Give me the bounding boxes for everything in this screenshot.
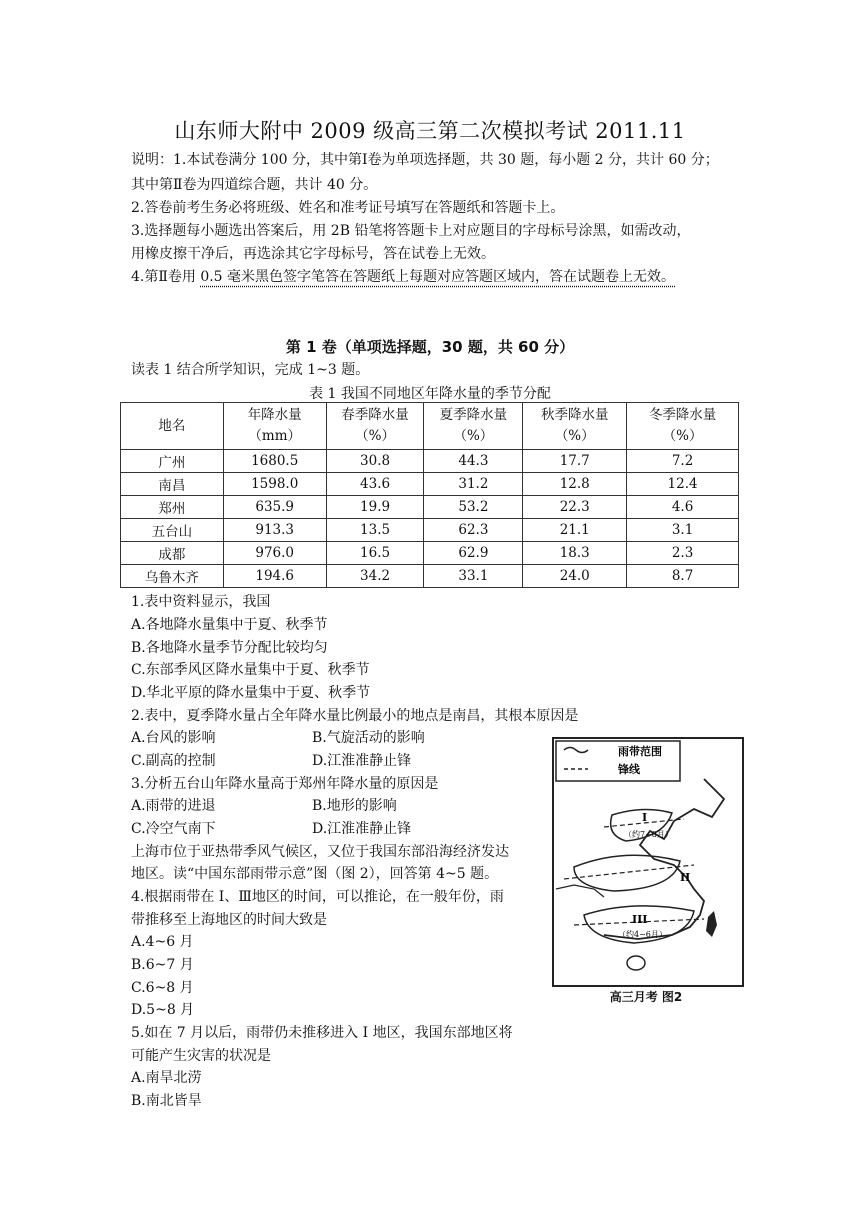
instruction-line bbox=[131, 267, 675, 287]
question-3-stem: 3.分析五台山年降水量高于郑州年降水量的原因是 bbox=[131, 776, 439, 792]
table-row bbox=[121, 519, 739, 542]
question-5-stem: 5.如在 7 月以后，雨带仍未推移进入 I 地区，我国东部地区将 bbox=[131, 1025, 513, 1041]
table-cell: 1598.0 bbox=[223, 473, 326, 496]
table-cell: 43.6 bbox=[326, 473, 424, 496]
section-intro: 读表 1 结合所学知识，完成 1~3 题。 bbox=[131, 362, 370, 378]
region-i-time: （约7~8月） bbox=[624, 830, 673, 839]
table-cell: 16.5 bbox=[326, 542, 424, 565]
table-cell: 22.3 bbox=[523, 496, 627, 519]
table-cell: 976.0 bbox=[223, 542, 326, 565]
table-cell: 635.9 bbox=[223, 496, 326, 519]
question-4-stem-cont: 带推移至上海地区的时间大致是 bbox=[131, 912, 327, 928]
question-2-option-c: C.副高的控制 bbox=[131, 753, 216, 769]
table-cell: 4.6 bbox=[627, 496, 739, 519]
rain-belt-map bbox=[552, 737, 744, 987]
table-cell: 24.0 bbox=[523, 565, 627, 588]
table-header: 年降水量 （mm） bbox=[223, 403, 326, 450]
page-title: 山东师大附中 2009 级高三第二次模拟考试 2011.11 bbox=[174, 119, 686, 143]
table-header-row bbox=[121, 403, 739, 450]
question-3-option-c: C.冷空气南下 bbox=[131, 821, 216, 837]
table-cell: 7.2 bbox=[627, 450, 739, 473]
table-row bbox=[121, 450, 739, 473]
passage-line: 地区。读“中国东部雨带示意”图（图 2），回答第 4~5 题。 bbox=[131, 866, 499, 882]
figure-caption: 高三月考 图2 bbox=[609, 990, 683, 1004]
table-cell: 21.1 bbox=[523, 519, 627, 542]
question-3-option-b: B.地形的影响 bbox=[312, 798, 397, 814]
question-1-stem: 1.表中资料显示，我国 bbox=[131, 594, 271, 610]
region-iii-time: （约4~6月） bbox=[618, 930, 667, 939]
hainan-island bbox=[627, 956, 645, 970]
table-header: 夏季降水量 （%） bbox=[424, 403, 523, 450]
border-line bbox=[556, 885, 604, 897]
instruction-text: 4.第Ⅱ卷用 bbox=[131, 269, 201, 285]
question-2-option-b: B.气旋活动的影响 bbox=[312, 730, 425, 746]
table-cell: 44.3 bbox=[424, 450, 523, 473]
question-3-option-a: A.雨带的进退 bbox=[131, 798, 216, 814]
table-cell: 1680.5 bbox=[223, 450, 326, 473]
instruction-line: 3.选择题每小题选出答案后，用 2B 铅笔将答题卡上对应题目的字母标号涂黑，如需改动， bbox=[131, 223, 691, 239]
question-5-stem-cont: 可能产生灾害的状况是 bbox=[131, 1048, 271, 1064]
table-cell: 913.3 bbox=[223, 519, 326, 542]
emphasized-instruction: 0.5 毫米黑色签字笔答在答题纸上每题对应答题区域内，答在试题卷上无效。 bbox=[200, 269, 676, 285]
table-cell: 2.3 bbox=[627, 542, 739, 565]
table-cell: 南昌 bbox=[121, 473, 224, 496]
region-ii-label: II bbox=[680, 871, 691, 884]
instruction-line: 2.答卷前考生务必将班级、姓名和准考证号填写在答题纸和答题卡上。 bbox=[131, 200, 565, 216]
passage-line: 上海市位于亚热带季风气候区，又位于我国东部沿海经济发达 bbox=[131, 844, 509, 860]
table-cell: 194.6 bbox=[223, 565, 326, 588]
question-3-option-d: D.江淮准静止锋 bbox=[312, 821, 412, 837]
table-cell: 3.1 bbox=[627, 519, 739, 542]
table-header: 春季降水量 （%） bbox=[326, 403, 424, 450]
table-cell: 31.2 bbox=[424, 473, 523, 496]
table-header: 地名 bbox=[121, 403, 224, 450]
table-cell: 34.2 bbox=[326, 565, 424, 588]
precipitation-table bbox=[120, 402, 739, 588]
table-row bbox=[121, 542, 739, 565]
question-4-option-a: A.4~6 月 bbox=[131, 934, 194, 950]
question-5-option-a: A.南旱北涝 bbox=[131, 1070, 202, 1086]
table-cell: 成都 bbox=[121, 542, 224, 565]
table-header: 秋季降水量 （%） bbox=[523, 403, 627, 450]
question-4-option-b: B.6~7 月 bbox=[131, 957, 194, 973]
question-2-stem: 2.表中，夏季降水量占全年降水量比例最小的地点是南昌，其根本原因是 bbox=[131, 708, 579, 724]
table-cell: 30.8 bbox=[326, 450, 424, 473]
legend-front-label: 锋线 bbox=[618, 763, 640, 776]
question-2-option-d: D.江淮准静止锋 bbox=[312, 753, 412, 769]
question-5-option-b: B.南北皆旱 bbox=[131, 1093, 202, 1109]
question-1-option-d: D.华北平原的降水量集中于夏、秋季节 bbox=[131, 685, 371, 701]
table-cell: 8.7 bbox=[627, 565, 739, 588]
table-cell: 33.1 bbox=[424, 565, 523, 588]
taiwan-island bbox=[706, 911, 717, 937]
region-i-label: I bbox=[642, 811, 648, 824]
table-cell: 13.5 bbox=[326, 519, 424, 542]
table-caption: 表 1 我国不同地区年降水量的季节分配 bbox=[309, 386, 551, 402]
table-row bbox=[121, 473, 739, 496]
question-4-stem: 4.根据雨带在 I、Ⅲ地区的时间，可以推论，在一般年份，雨 bbox=[131, 889, 504, 905]
table-cell: 广州 bbox=[121, 450, 224, 473]
question-4-option-c: C.6~8 月 bbox=[131, 980, 194, 996]
table-row bbox=[121, 496, 739, 519]
table-cell: 12.4 bbox=[627, 473, 739, 496]
question-4-option-d: D.5~8 月 bbox=[131, 1002, 195, 1018]
question-1-option-b: B.各地降水量季节分配比较均匀 bbox=[131, 640, 328, 656]
table-cell: 18.3 bbox=[523, 542, 627, 565]
table-cell: 17.7 bbox=[523, 450, 627, 473]
instruction-line: 说明：1.本试卷满分 100 分，其中第Ⅰ卷为单项选择题，共 30 题，每小题 2 分，共计 60 分； bbox=[131, 152, 719, 168]
instruction-line: 其中第Ⅱ卷为四道综合题，共计 40 分。 bbox=[131, 177, 378, 193]
table-cell: 62.3 bbox=[424, 519, 523, 542]
question-1-option-a: A.各地降水量集中于夏、秋季节 bbox=[131, 617, 328, 633]
section-title: 第 1 卷（单项选择题，30 题，共 60 分） bbox=[285, 338, 575, 356]
question-2-option-a: A.台风的影响 bbox=[131, 730, 216, 746]
table-cell: 12.8 bbox=[523, 473, 627, 496]
table-cell: 62.9 bbox=[424, 542, 523, 565]
coastline bbox=[604, 779, 724, 939]
table-cell: 乌鲁木齐 bbox=[121, 565, 224, 588]
table-cell: 郑州 bbox=[121, 496, 224, 519]
table-row bbox=[121, 565, 739, 588]
table-header: 冬季降水量 （%） bbox=[627, 403, 739, 450]
table-cell: 19.9 bbox=[326, 496, 424, 519]
region-iii-label: III bbox=[632, 913, 648, 926]
rain-belt-ii bbox=[574, 855, 680, 891]
instruction-line: 用橡皮擦干净后，再选涂其它字母标号，答在试卷上无效。 bbox=[131, 246, 495, 262]
question-1-option-c: C.东部季风区降水量集中于夏、秋季节 bbox=[131, 662, 370, 678]
table-cell: 53.2 bbox=[424, 496, 523, 519]
table-cell: 五台山 bbox=[121, 519, 224, 542]
legend-rain-label: 雨带范围 bbox=[618, 745, 662, 758]
map-drawing bbox=[554, 739, 742, 985]
